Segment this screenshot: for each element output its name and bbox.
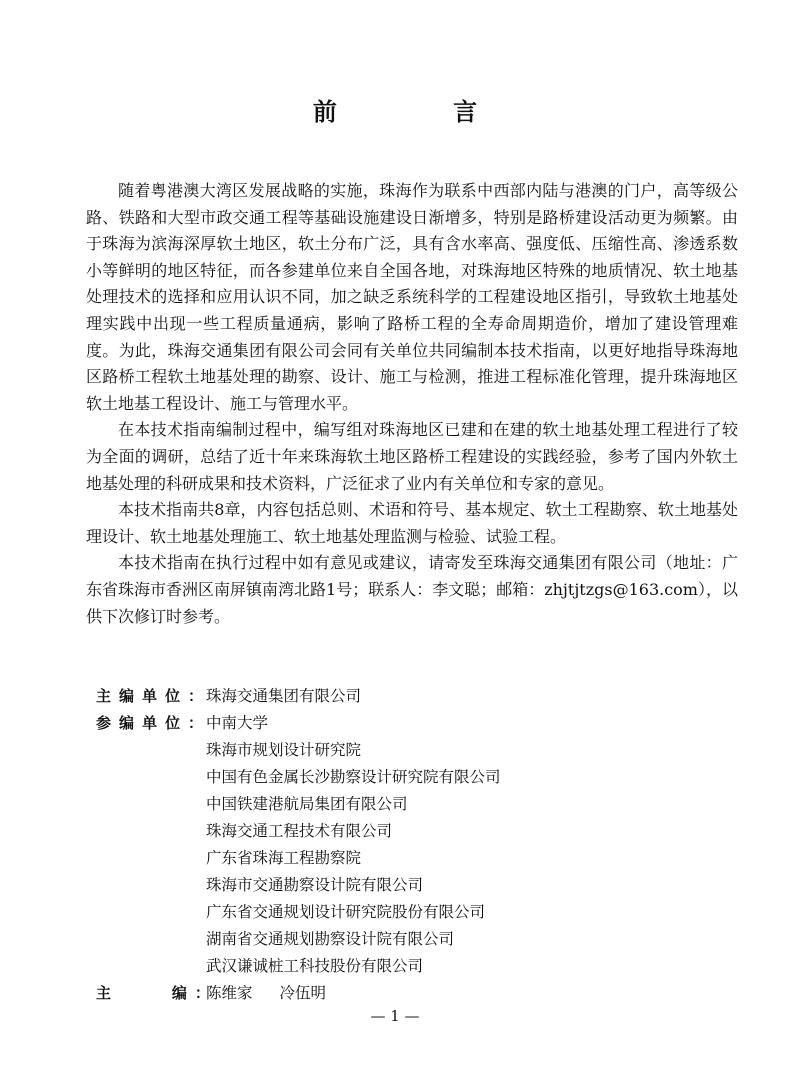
paragraph: 在本技术指南编制过程中，编写组对珠海地区已建和在建的软土地基处理工程进行了较为全面的调研，总结了近十年来珠海软土地区路桥工程建设的实践经验，参考了国内外软土地基处理的科研成果和技术资料，广泛征求了业内有关单位和专家的意见。 (86, 420, 738, 493)
participating-row (96, 791, 736, 818)
participating-label: 参编单位： (96, 714, 212, 732)
participating-unit: 广东省珠海工程勘察院 (206, 849, 362, 867)
chief-unit-name: 珠海交通集团有限公司 (206, 687, 362, 705)
participating-unit: 广东省交通规划设计研究院股份有限公司 (206, 903, 486, 921)
participating-unit: 武汉谦诚桩工科技股份有限公司 (206, 957, 424, 975)
participating-row (96, 818, 736, 845)
chief-editor-label: 主 编： (96, 984, 218, 1002)
chief-unit-row (96, 683, 736, 710)
participating-row (96, 899, 736, 926)
preface-body (86, 178, 738, 630)
chief-editor: 冷伍明 (279, 984, 326, 1002)
credits-block (96, 683, 736, 1007)
page-number: — 1 — (370, 1007, 420, 1025)
participating-unit: 珠海市规划设计研究院 (206, 741, 362, 759)
participating-unit: 中国有色金属长沙勘察设计研究院有限公司 (206, 768, 501, 786)
participating-row (96, 737, 736, 764)
participating-unit: 中国铁建港航局集团有限公司 (206, 795, 408, 813)
participating-unit: 湖南省交通规划勘察设计院有限公司 (206, 930, 455, 948)
participating-row (96, 953, 736, 980)
chief-editor-row (96, 980, 736, 1007)
chief-editor: 陈维家 (206, 984, 253, 1002)
paragraph: 本技术指南共8章，内容包括总则、术语和符号、基本规定、软土工程勘察、软土地基处理设计、软土地基处理施工、软土地基处理监测与检验、试验工程。 (86, 500, 738, 546)
participating-unit: 珠海交通工程技术有限公司 (206, 822, 393, 840)
participating-row (96, 845, 736, 872)
chief-editor-names (206, 980, 736, 1007)
chief-unit-label: 主编单位： (96, 687, 212, 705)
participating-row (96, 926, 736, 953)
paragraph: 本技术指南在执行过程中如有意见或建议，请寄发至珠海交通集团有限公司（地址：广东省珠海市香洲区南屏镇南湾北路1号；联系人：李文聪；邮箱：zhjtjtzgs@163.com），以供下次修订时参考。 (86, 553, 738, 626)
page-title: 前 言 (312, 98, 532, 126)
participating-unit: 中南大学 (206, 714, 269, 732)
participating-row (96, 872, 736, 899)
participating-row (96, 710, 736, 737)
participating-unit: 珠海市交通勘察设计院有限公司 (206, 876, 424, 894)
participating-row (96, 764, 736, 791)
paragraph: 随着粤港澳大湾区发展战略的实施，珠海作为联系中西部内陆与港澳的门户，高等级公路、铁路和大型市政交通工程等基础设施建设日渐增多，特别是路桥建设活动更为频繁。由于珠海为滨海深厚软土地区，软土分布广泛，具有含水率高、强度低、压缩性高、渗透系数小等鲜明的地区特征，而各参建单位来自全国各地，对珠海地区特殊的地质情况、软土地基处理技术的选择和应用认识不同，加之缺乏系统科学的工程建设地区指引，导致软土地基处理实践中出现一些工程质量通病，影响了路桥工程的全寿命周期造价，增加了建设管理难度。为此，珠海交通集团有限公司会同有关单位共同编制本技术指南，以更好地指导珠海地区路桥工程软土地基处理的勘察、设计、施工与检测，推进工程标准化管理，提升珠海地区软土地基工程设计、施工与管理水平。 (86, 181, 738, 413)
